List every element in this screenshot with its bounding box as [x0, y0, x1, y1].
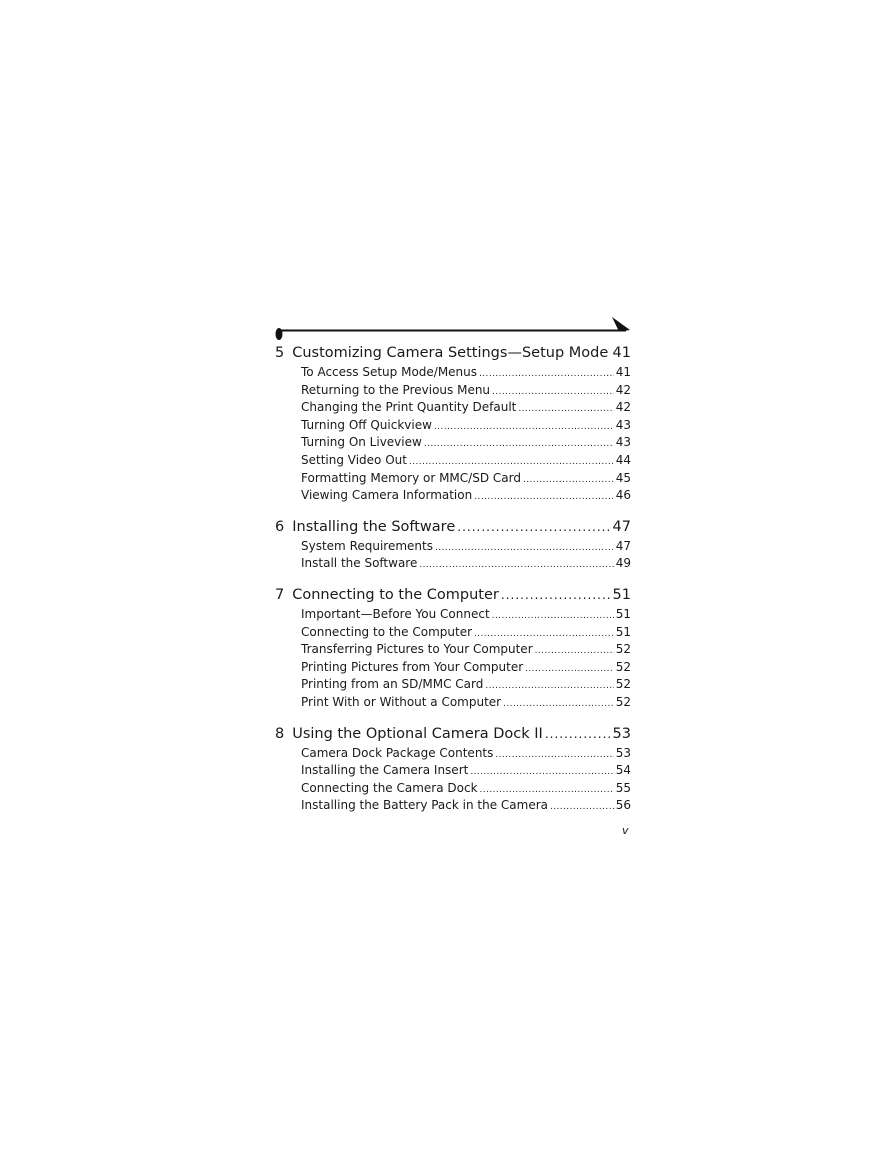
entry-title: Transferring Pictures to Your Computer [301, 642, 533, 657]
toc-entry[interactable] [275, 364, 631, 382]
toc-entry[interactable] [275, 606, 631, 624]
toc-entry[interactable] [275, 487, 631, 505]
page-number: 52 [615, 694, 631, 709]
chapter-title: Using the Optional Camera Dock II [292, 725, 543, 742]
chapter-heading[interactable] [275, 516, 631, 538]
page-number: 44 [615, 452, 631, 467]
dot-leader [503, 696, 614, 714]
chapter-heading[interactable] [275, 584, 631, 606]
page-number: 52 [615, 659, 631, 674]
dot-leader [470, 764, 613, 782]
chapter-title: Customizing Camera Settings—Setup Mode [292, 345, 609, 361]
chapter-number: 8 [275, 725, 285, 742]
toc-entry[interactable] [275, 417, 631, 435]
toc-entry[interactable] [275, 641, 631, 659]
page-number: 45 [615, 470, 631, 485]
dot-leader [435, 540, 614, 558]
page-number: 53 [612, 725, 631, 742]
page-number: 47 [612, 518, 631, 535]
entry-title: Print With or Without a Computer [301, 694, 502, 709]
page-number: 43 [615, 435, 631, 450]
chapter-heading[interactable] [275, 342, 631, 364]
dot-leader [492, 608, 614, 626]
entry-title: Install the Software [301, 556, 418, 571]
dot-leader [523, 472, 614, 490]
toc-entry[interactable] [275, 452, 631, 470]
toc-entry[interactable] [275, 762, 631, 780]
toc-entry[interactable] [275, 470, 631, 488]
dot-leader [535, 643, 614, 661]
toc-entry[interactable] [275, 780, 631, 798]
chapter-heading[interactable] [275, 723, 631, 745]
entry-title: Important—Before You Connect [301, 606, 490, 621]
entry-title: Setting Video Out [301, 452, 407, 467]
chapter-number: 5 [275, 345, 285, 361]
toc-entry[interactable] [275, 434, 631, 452]
page-number: 55 [615, 780, 631, 795]
page-number: 53 [615, 745, 631, 760]
toc-entry[interactable] [275, 797, 631, 815]
page-number: 52 [615, 677, 631, 692]
page-number: 42 [615, 400, 631, 415]
dot-leader [518, 401, 613, 419]
entry-title: Camera Dock Package Contents [301, 745, 494, 760]
dot-leader [479, 366, 614, 384]
entry-title: Installing the Camera Insert [301, 763, 469, 778]
dot-leader [550, 799, 614, 817]
page-number: 54 [615, 763, 631, 778]
chapter-number: 7 [275, 586, 285, 603]
chapter-number: 6 [275, 518, 285, 535]
toc-entry[interactable] [275, 745, 631, 763]
toc-entry[interactable] [275, 399, 631, 417]
dot-leader [434, 419, 614, 437]
dot-leader [419, 557, 613, 575]
dot-leader [474, 489, 614, 507]
chapter-8 [275, 723, 631, 815]
dot-leader [495, 747, 613, 765]
page-number: 46 [615, 488, 631, 503]
table-of-contents [275, 342, 631, 826]
entry-title: Changing the Print Quantity Default [301, 400, 517, 415]
entry-title: Formatting Memory or MMC/SD Card [301, 470, 521, 485]
page-number: 43 [615, 417, 631, 432]
header-rule-arrow [274, 312, 632, 342]
entry-title: Connecting the Camera Dock [301, 780, 478, 795]
toc-entry[interactable] [275, 538, 631, 556]
dot-leader [457, 516, 610, 538]
page-number: 42 [615, 382, 631, 397]
page-number: 47 [615, 538, 631, 553]
toc-entry[interactable] [275, 676, 631, 694]
toc-entry[interactable] [275, 694, 631, 712]
page-number: 41 [615, 365, 631, 379]
entry-title: Printing Pictures from Your Computer [301, 659, 524, 674]
page-number: 41 [612, 345, 631, 361]
dot-leader [545, 723, 611, 745]
entry-title: Returning to the Previous Menu [301, 382, 491, 397]
page-number: 49 [615, 556, 631, 571]
entry-title: Turning On Liveview [301, 435, 422, 450]
entry-title: System Requirements [301, 538, 433, 553]
toc-entry[interactable] [275, 382, 631, 400]
chapter-7 [275, 584, 631, 712]
toc-entry[interactable] [275, 659, 631, 677]
page-number: 52 [615, 642, 631, 657]
chapter-6 [275, 516, 631, 573]
entry-title: Printing from an SD/MMC Card [301, 677, 484, 692]
entry-title: Viewing Camera Information [301, 488, 473, 503]
page-number: 51 [615, 624, 631, 639]
entry-title: To Access Setup Mode/Menus [301, 365, 478, 379]
toc-entry[interactable] [275, 624, 631, 642]
entry-title: Turning Off Quickview [301, 417, 432, 432]
page-number: 56 [615, 798, 631, 813]
page-number: 51 [615, 606, 631, 621]
entry-title: Installing the Battery Pack in the Camera [301, 798, 548, 813]
page-number: 51 [612, 586, 631, 603]
chapter-5 [275, 342, 631, 505]
dot-leader [501, 584, 611, 606]
dot-leader [525, 661, 614, 679]
dot-leader [485, 678, 613, 696]
entry-title: Connecting to the Computer [301, 624, 473, 639]
chapter-title: Installing the Software [292, 518, 456, 535]
toc-entry[interactable] [275, 555, 631, 573]
page-folio: v [622, 824, 629, 837]
dot-leader [424, 436, 614, 454]
chapter-title: Connecting to the Computer [292, 586, 499, 603]
